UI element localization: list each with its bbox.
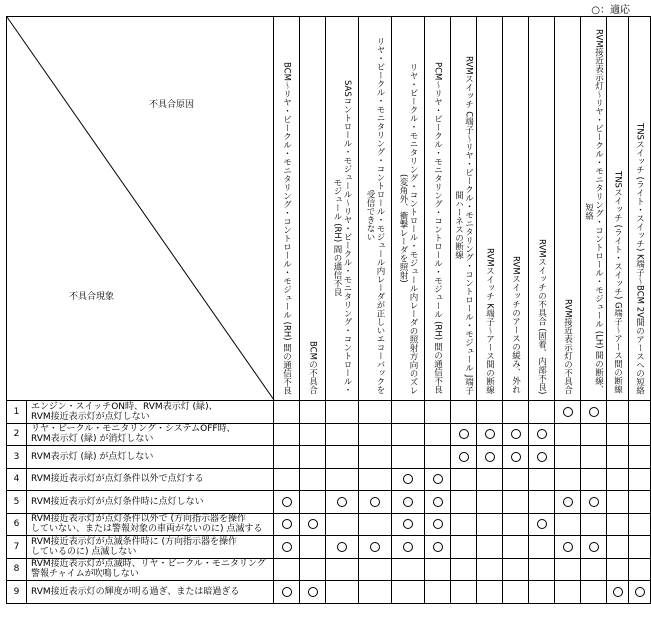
applicable-circle-icon	[537, 519, 547, 529]
applicable-circle-icon	[589, 497, 599, 507]
applicability-cell	[300, 423, 326, 446]
applicability-cell	[300, 446, 326, 469]
applicability-cell	[274, 423, 300, 446]
applicability-cell	[300, 491, 326, 514]
cause-column-header	[359, 17, 392, 401]
row-number: 4	[7, 468, 27, 491]
applicable-circle-icon	[511, 429, 521, 439]
applicability-cell	[451, 468, 477, 491]
table-row	[7, 513, 651, 536]
applicability-cell	[555, 491, 581, 514]
applicable-circle-icon	[485, 452, 495, 462]
applicability-cell	[555, 468, 581, 491]
applicability-cell	[451, 513, 477, 536]
applicability-cell	[581, 491, 607, 514]
row-number: 5	[7, 491, 27, 514]
cause-column-header	[529, 17, 555, 401]
applicability-cell	[477, 491, 503, 514]
applicable-circle-icon	[282, 542, 292, 552]
applicability-cell	[300, 401, 326, 424]
cause-column-header	[581, 17, 607, 401]
applicability-cell	[451, 446, 477, 469]
applicability-cell	[326, 581, 359, 604]
applicability-cell	[326, 468, 359, 491]
row-number: 3	[7, 446, 27, 469]
table-row	[7, 468, 651, 491]
applicable-circle-icon	[337, 542, 347, 552]
row-number: 7	[7, 536, 27, 559]
applicable-circle-icon	[537, 429, 547, 439]
applicability-cell	[503, 581, 529, 604]
applicability-cell	[477, 581, 503, 604]
cause-column-header	[300, 17, 326, 401]
cause-header-label: 不具合原因	[149, 100, 195, 110]
cause-label: PCM〜リヤ・ビークル・モニタリング・コントロール・モジュール (RH) 間の通信不良	[432, 62, 443, 394]
applicability-cell	[629, 446, 651, 469]
applicability-cell	[581, 401, 607, 424]
table-row	[7, 401, 651, 424]
cause-label: RVMスイッチ C端子〜リヤ・ビークル・モニタリング・コントロール・モジュール J端子 間ハーネスの断線	[453, 55, 474, 394]
symptom-text: エンジン・スイッチON時、RVM表示灯 (緑)、 RVM接近表示灯が点灯しない	[27, 401, 274, 424]
cause-column-header	[607, 17, 629, 401]
applicability-cell	[451, 536, 477, 559]
applicability-cell	[529, 423, 555, 446]
symptom-text: リヤ・ビークル・モニタリング・システムOFF時、 RVM表示灯 (緑) が消灯しない	[27, 423, 274, 446]
applicability-cell	[392, 513, 425, 536]
applicable-circle-icon	[485, 429, 495, 439]
applicability-cell	[274, 513, 300, 536]
applicable-circle-icon	[589, 542, 599, 552]
applicability-cell	[274, 468, 300, 491]
applicability-cell	[359, 401, 392, 424]
applicability-cell	[607, 423, 629, 446]
row-number: 2	[7, 423, 27, 446]
applicability-cell	[477, 423, 503, 446]
applicability-cell	[425, 491, 451, 514]
table-row	[7, 536, 651, 559]
applicability-cell	[503, 446, 529, 469]
applicability-cell	[629, 423, 651, 446]
applicability-cell	[503, 558, 529, 581]
symptom-text: RVM接近表示灯が点滅条件時に (方向指示器を操作 しているのに) 点滅しない	[27, 536, 274, 559]
applicability-cell	[477, 513, 503, 536]
table-row	[7, 423, 651, 446]
applicability-cell	[425, 423, 451, 446]
applicability-cell	[503, 536, 529, 559]
applicability-cell	[300, 468, 326, 491]
diagonal-line	[7, 17, 274, 400]
applicability-cell	[392, 401, 425, 424]
symptom-text: RVM表示灯 (緑) が点灯しない	[27, 446, 274, 469]
applicability-cell	[274, 491, 300, 514]
applicability-cell	[451, 558, 477, 581]
cause-label: RVMスイッチ K端子〜アース間の断線	[484, 248, 495, 394]
applicability-cell	[359, 491, 392, 514]
applicability-cell	[359, 558, 392, 581]
applicability-cell	[607, 536, 629, 559]
applicability-cell	[425, 513, 451, 536]
applicability-cell	[529, 581, 555, 604]
applicability-cell	[529, 401, 555, 424]
applicability-cell	[629, 558, 651, 581]
applicable-circle-icon	[589, 407, 599, 417]
table-row	[7, 558, 651, 581]
applicability-cell	[629, 581, 651, 604]
applicable-circle-icon	[433, 474, 443, 484]
applicability-cell	[581, 536, 607, 559]
applicability-cell	[359, 468, 392, 491]
applicability-cell	[392, 491, 425, 514]
applicability-cell	[359, 446, 392, 469]
applicability-cell	[300, 581, 326, 604]
applicability-cell	[477, 536, 503, 559]
row-number: 8	[7, 558, 27, 581]
applicability-cell	[529, 446, 555, 469]
applicability-cell	[529, 513, 555, 536]
applicability-cell	[529, 491, 555, 514]
cause-label: リヤ・ビークル・モニタリング・コントロール・モジュール内レーダが正しいエコーバックを 受信できない	[365, 37, 385, 394]
cause-column-header	[555, 17, 581, 401]
applicability-cell	[300, 558, 326, 581]
applicable-circle-icon	[403, 519, 413, 529]
applicability-cell	[425, 581, 451, 604]
symptom-text: RVM接近表示灯が点灯条件以外で (方向指示器を操作 していない、または警報対象の車両がないのに) 点滅する	[27, 513, 274, 536]
applicability-cell	[607, 513, 629, 536]
cause-column-header	[326, 17, 359, 401]
applicability-cell	[300, 513, 326, 536]
cause-column-header	[392, 17, 425, 401]
row-number: 9	[7, 581, 27, 604]
applicability-cell	[607, 581, 629, 604]
cause-column-header	[451, 17, 477, 401]
applicable-circle-icon	[459, 429, 469, 439]
cause-label: リヤ・ビークル・モニタリング・コントロール・モジュール内レーダの照射方向のズレ (変角外、衝撃レーダを照射)	[398, 62, 418, 394]
applicability-cell	[607, 558, 629, 581]
table-row	[7, 581, 651, 604]
applicability-cell	[629, 513, 651, 536]
applicability-cell	[503, 401, 529, 424]
applicability-cell	[555, 401, 581, 424]
applicable-circle-icon	[433, 542, 443, 552]
applicability-cell	[359, 536, 392, 559]
legend: ○：適応	[591, 5, 630, 16]
row-number: 1	[7, 401, 27, 424]
applicable-circle-icon	[563, 497, 573, 507]
cause-label: RVMスイッチの不具合 (固着、内部不良)	[536, 238, 547, 394]
applicability-cell	[581, 513, 607, 536]
applicability-cell	[477, 558, 503, 581]
cause-column-header	[503, 17, 529, 401]
applicable-circle-icon	[370, 497, 380, 507]
symptom-text: RVM接近表示灯が点灯条件以外で点灯する	[27, 468, 274, 491]
applicability-cell	[392, 423, 425, 446]
applicability-cell	[326, 423, 359, 446]
applicability-cell	[607, 446, 629, 469]
applicable-circle-icon	[563, 407, 573, 417]
applicability-cell	[581, 446, 607, 469]
applicable-circle-icon	[308, 519, 318, 529]
applicable-circle-icon	[403, 474, 413, 484]
applicable-circle-icon	[613, 587, 623, 597]
applicability-cell	[581, 423, 607, 446]
applicability-cell	[392, 468, 425, 491]
applicability-cell	[425, 401, 451, 424]
applicability-cell	[392, 536, 425, 559]
applicable-circle-icon	[459, 452, 469, 462]
applicability-cell	[326, 558, 359, 581]
applicability-cell	[555, 423, 581, 446]
applicability-cell	[629, 401, 651, 424]
applicable-circle-icon	[403, 497, 413, 507]
applicable-circle-icon	[433, 519, 443, 529]
applicable-circle-icon	[282, 519, 292, 529]
applicability-cell	[274, 401, 300, 424]
applicability-cell	[581, 558, 607, 581]
applicability-cell	[326, 446, 359, 469]
applicability-cell	[529, 558, 555, 581]
applicability-cell	[392, 558, 425, 581]
applicability-cell	[581, 581, 607, 604]
applicable-circle-icon	[635, 587, 645, 597]
applicability-cell	[607, 491, 629, 514]
row-number: 6	[7, 513, 27, 536]
applicability-cell	[274, 536, 300, 559]
applicability-cell	[555, 536, 581, 559]
applicable-circle-icon	[370, 542, 380, 552]
symptom-text: RVM接近表示灯が点灯条件時に点灯しない	[27, 491, 274, 514]
applicability-cell	[503, 513, 529, 536]
symptom-text: RVM接近表示灯が点滅時、リヤ・ビークル・モニタリング 警報チャイムが吹鳴しない	[27, 558, 274, 581]
applicability-cell	[581, 468, 607, 491]
applicable-circle-icon	[537, 452, 547, 462]
applicability-cell	[607, 401, 629, 424]
applicable-circle-icon	[563, 542, 573, 552]
applicability-cell	[425, 446, 451, 469]
applicability-cell	[555, 558, 581, 581]
applicability-cell	[555, 581, 581, 604]
applicability-cell	[359, 581, 392, 604]
cause-column-header	[425, 17, 451, 401]
applicability-cell	[326, 513, 359, 536]
symptom-text: RVM接近表示灯の輝度が明る過ぎ、または暗過ぎる	[27, 581, 274, 604]
applicability-cell	[392, 446, 425, 469]
cause-label: BCM〜リヤ・ビークル・モニタリング・コントロール・モジュール (RH) 間の通信不良	[281, 61, 292, 394]
applicability-cell	[629, 491, 651, 514]
applicability-cell	[555, 513, 581, 536]
applicability-cell	[629, 468, 651, 491]
cause-label: SASコントロール・モジュール〜リヤ・ビークル・モニタリング・コントロール・ モジュール (RH) 間の通信不良	[332, 79, 352, 394]
cause-label: RVMスイッチのアースの緩み、外れ	[510, 256, 521, 394]
applicability-cell	[274, 446, 300, 469]
applicability-cell	[451, 581, 477, 604]
applicable-circle-icon	[337, 497, 347, 507]
cause-column-header	[629, 17, 651, 401]
cause-column-header	[274, 17, 300, 401]
applicable-circle-icon	[282, 587, 292, 597]
applicability-cell	[529, 536, 555, 559]
applicability-cell	[477, 446, 503, 469]
applicability-cell	[503, 423, 529, 446]
applicability-cell	[477, 401, 503, 424]
cause-label: RVM接近表示灯の不具合	[562, 298, 573, 394]
symptom-header-label: 不具合現象	[69, 292, 115, 302]
cause-label: BCMの不具合	[307, 341, 318, 394]
applicability-cell	[425, 558, 451, 581]
applicability-cell	[425, 468, 451, 491]
applicable-circle-icon	[403, 542, 413, 552]
applicable-circle-icon	[433, 497, 443, 507]
applicability-cell	[607, 468, 629, 491]
applicability-cell	[274, 581, 300, 604]
table-corner-header	[7, 17, 274, 401]
cause-label: RVM接近表示灯〜リヤ・ビークル・モニタリング・コントロール・モジュール (LH) 間の断線、 短絡	[583, 29, 604, 394]
applicability-cell	[300, 536, 326, 559]
diagnosis-table	[6, 16, 651, 604]
cause-column-header	[477, 17, 503, 401]
applicability-cell	[326, 491, 359, 514]
applicability-cell	[326, 536, 359, 559]
applicability-cell	[392, 581, 425, 604]
applicability-cell	[555, 446, 581, 469]
applicability-cell	[629, 536, 651, 559]
applicability-cell	[503, 491, 529, 514]
applicable-circle-icon	[282, 497, 292, 507]
applicability-cell	[529, 468, 555, 491]
cause-label: TNSスイッチ (ライト・スイッチ) G端子〜アース間の断線	[612, 171, 623, 394]
applicability-cell	[359, 513, 392, 536]
applicability-cell	[274, 558, 300, 581]
applicability-cell	[503, 468, 529, 491]
applicable-circle-icon	[511, 452, 521, 462]
applicability-cell	[359, 423, 392, 446]
applicability-cell	[326, 401, 359, 424]
cause-label: TNSスイッチ (ライト・スイッチ) K端子〜BCM 2V間のアースへの短絡	[634, 122, 645, 394]
applicability-cell	[451, 401, 477, 424]
table-row	[7, 491, 651, 514]
applicability-cell	[425, 536, 451, 559]
table-row	[7, 446, 651, 469]
applicability-cell	[477, 468, 503, 491]
applicability-cell	[451, 423, 477, 446]
applicability-cell	[451, 491, 477, 514]
applicable-circle-icon	[308, 587, 318, 597]
